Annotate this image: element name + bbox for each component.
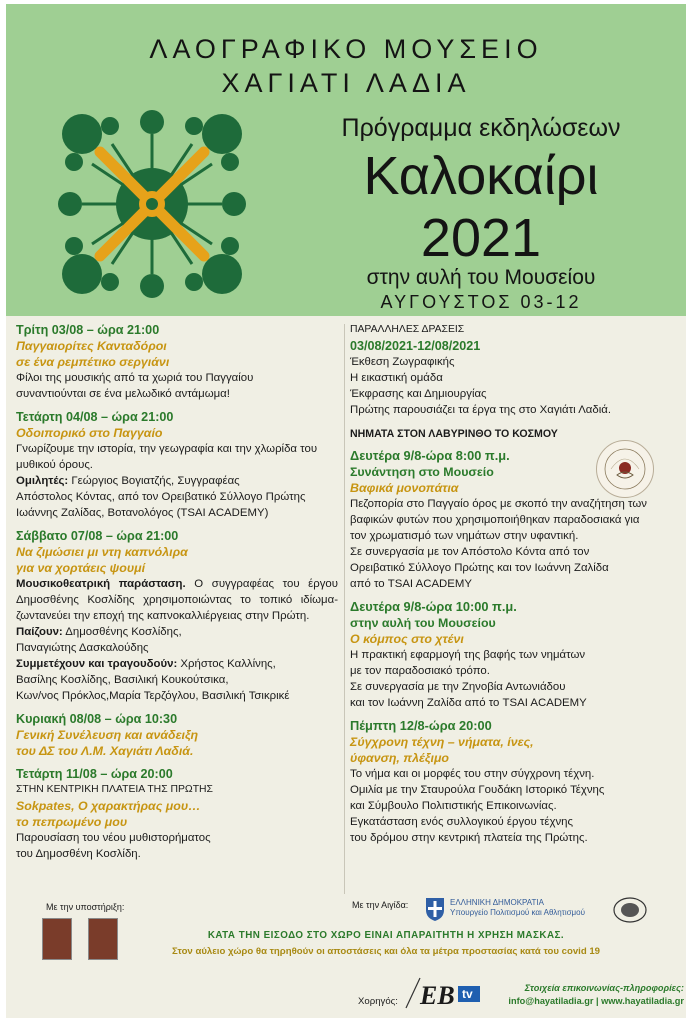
event-block — [16, 322, 338, 402]
event-description: Σε συνεργασία με τον Απόστολο Κόντα από τον — [350, 546, 590, 558]
left-column — [16, 322, 338, 869]
museum-name-line1: ΛΑΟΓΡΑΦΙΚΟ ΜΟΥΣΕΙΟ — [149, 34, 543, 64]
event-title: το πεπρωμένο μου — [16, 815, 128, 829]
right-column — [350, 322, 676, 853]
speaker-name: Ιωάννης Ζαλίδας, Βοτανολόγος (TSAI ACADEMY) — [16, 507, 269, 519]
event-description — [16, 576, 338, 624]
event-block — [350, 718, 676, 846]
singer-name: Χρήστος Καλλίνης, — [177, 658, 276, 670]
ministry-line1: ΕΛΛΗΝΙΚΗ ΔΗΜΟΚΡΑΤΙΑ — [450, 898, 544, 907]
event-description: Παρουσίαση του νέου μυθιστορήματος — [16, 832, 211, 844]
theatre-text: Ο συγγραφέας του έργου Δημοσθένης Κοσλίδης χρησιμοποιώντας το τοπικό ιδίωμα-ζωντανεύει την εποχή της καπνοκαλλιέργειας στην Πρώτη. — [16, 578, 338, 622]
season-title: Καλοκαίρι — [363, 146, 599, 206]
speakers-line — [16, 473, 338, 489]
contact-links[interactable]: info@hayatiladia.gr | www.hayatiladia.gr — [508, 996, 684, 1006]
year-title: 2021 — [420, 208, 542, 268]
event-description: του Δημοσθένη Κοσλίδη. — [16, 848, 141, 860]
eb-tv-sponsor-logo — [398, 972, 482, 1012]
venue-subtitle: στην αυλή του Μουσείου — [366, 266, 596, 289]
event-date: Τετάρτη 11/08 – ώρα 20:00 — [16, 767, 173, 781]
event-subtitle: στην αυλή του Μουσείου — [350, 616, 496, 630]
footer — [6, 896, 686, 1018]
event-title: ύφανση, πλέξιμο — [350, 751, 449, 765]
contact-info — [506, 982, 684, 1008]
event-date: Τετάρτη 04/08 – ώρα 21:00 — [16, 410, 174, 424]
cast-name: Δημοσθένης Κοσλίδης, — [62, 626, 182, 638]
aegis-label: Με την Αιγίδα: — [352, 900, 409, 910]
event-title: Παγγαιορίτες Κανταδόροι — [16, 339, 167, 353]
event-title: Βαφικά μονοπάτια — [350, 481, 459, 495]
event-block — [16, 409, 338, 521]
event-title: Να ζιμώσιει μι ντη καπνόλιρα — [16, 545, 188, 559]
event-date: Κυριακή 08/08 – ώρα 10:30 — [16, 712, 178, 726]
event-description: Η πρακτική εφαρμογή της βαφής των νημάτων — [350, 649, 586, 661]
ornament-logo — [52, 104, 252, 304]
event-date: Πέμπτη 12/8-ώρα 20:00 — [350, 718, 492, 733]
theatre-label: Μουσικοθεατρική παράσταση. — [16, 578, 186, 590]
parallel-text: Η εικαστική ομάδα — [350, 372, 443, 384]
eb-mark: EB — [420, 981, 455, 1010]
speaker-name: Απόστολος Κόντας, από τον Ορειβατικό Σύλλογο Πρώτης — [16, 491, 306, 503]
threads-badge-logo — [596, 440, 654, 498]
cast-name: Παναγιώτης Δασκαλούδης — [16, 642, 149, 654]
sponsor-label: Χορηγός: — [358, 996, 398, 1007]
event-title: Οδοιπορικό στο Παγγαίο — [16, 426, 163, 440]
event-block — [350, 599, 676, 711]
greek-coat-of-arms-icon — [424, 896, 446, 922]
singer-name: Βασίλης Κοσλίδης, Βασιλική Κουκούτσικα, — [16, 674, 229, 686]
singer-name: Κων/νος Πρόκλος,Μαρία Τερζόγλου, Βασιλική Τσικρικέ — [16, 690, 290, 702]
event-description: του δρόμου στην κεντρική πλατεία της Πρώτης. — [350, 832, 588, 844]
event-description: Πεζοπορία στο Παγγαίο όρος με σκοπό την αναζήτηση των — [350, 498, 647, 510]
event-location: ΣΤΗΝ ΚΕΝΤΡΙΚΗ ΠΛΑΤΕΙΑ ΤΗΣ ΠΡΩΤΗΣ — [16, 784, 213, 795]
mask-notice: ΚΑΤΑ ΤΗΝ ΕΙΣΟΔΟ ΣΤΟ ΧΩΡΟ ΕΙΝΑΙ ΑΠΑΡΑΙΤΗΤΗ Η ΧΡΗΣΗ ΜΑΣΚΑΣ. — [207, 930, 565, 941]
parallel-actions — [350, 322, 676, 418]
tv-mark: tv — [462, 987, 473, 1001]
parallel-dates: 03/08/2021-12/08/2021 — [350, 339, 481, 353]
ministry-emblem-icon — [612, 896, 648, 924]
museum-name-line2: ΧΑΓΙΑΤΙ ΛΑΔΙΑ — [221, 68, 471, 98]
parallel-heading: ΠΑΡΑΛΛΗΛΕΣ ΔΡΑΣΕΙΣ — [350, 324, 465, 335]
date-range: ΑΥΓΟΥΣΤΟΣ 03-12 — [380, 292, 582, 312]
event-description: Το νήμα και οι μορφές του στην σύγχρονη τέχνη. — [350, 768, 595, 780]
event-title: Ο κόμπος στο χτένι — [350, 632, 464, 646]
singers-line — [16, 656, 338, 672]
cast-line — [16, 624, 338, 640]
event-description: Ομιλία με την Σταυρούλα Γουδάκη Ιστορικό Τέχνης — [350, 784, 605, 796]
event-title: για να χορτάεις ψουμί — [16, 561, 146, 575]
speakers-label: Ομιλητές: — [16, 475, 69, 487]
event-subtitle: Συνάντηση στο Μουσείο — [350, 465, 494, 479]
event-description: Φίλοι της μουσικής από τα χωριά του Παγγαίου — [16, 372, 254, 384]
event-description: από το TSAI ACADEMY — [350, 578, 472, 590]
region-seal-logo — [88, 918, 118, 960]
cast-label: Παίζουν: — [16, 626, 63, 638]
event-description: Σε συνεργασία με την Ζηνοβία Αντωνιάδου — [350, 681, 566, 693]
support-label: Με την υποστήριξη: — [46, 902, 125, 912]
ministry-line2: Υπουργείο Πολιτισμού και Αθλητισμού — [450, 908, 585, 917]
event-title: Γενική Συνέλευση και ανάδειξη — [16, 728, 199, 742]
parallel-text: Έκφρασης και Δημιουργίας — [350, 388, 487, 400]
column-divider — [344, 324, 345, 894]
event-block — [16, 766, 338, 862]
event-description: συναντιούνται σε ένα μελωδικό αντάμωμα! — [16, 388, 230, 400]
event-description: με τον παραδοσιακό τρόπο. — [350, 665, 490, 677]
event-title: Sokpates, Ο χαρακτήρας μου… — [16, 799, 201, 813]
parallel-text: Έκθεση Ζωγραφικής — [350, 356, 455, 368]
ministry-text — [450, 898, 585, 918]
event-title: του ΔΣ του Λ.Μ. Χαγιάτι Λαδιά. — [16, 744, 194, 758]
covid-notice: Στον αύλειο χώρο θα τηρηθούν οι αποστάσεις και όλα τα μέτρα προστασίας κατά του covid 19 — [171, 946, 601, 957]
event-date: Δευτέρα 9/8-ώρα 8:00 π.μ. — [350, 448, 510, 463]
contact-title: Στοιχεία επικοινωνίας-πληροφορίες: — [524, 983, 684, 993]
event-date: Σάββατο 07/08 – ώρα 21:00 — [16, 529, 179, 543]
event-date: Δευτέρα 9/8-ώρα 10:00 π.μ. — [350, 599, 517, 614]
header — [6, 4, 686, 316]
event-description: Εγκατάσταση ενός συλλογικού έργου τέχνης — [350, 816, 573, 828]
singers-label: Συμμετέχουν και τραγουδούν: — [16, 658, 178, 670]
poster — [6, 4, 686, 1018]
speaker-name: Γεώργιος Βογιατζής, Συγγραφέας — [68, 475, 240, 487]
event-block — [16, 711, 338, 759]
parallel-text: Πρώτης παρουσιάζει τα έργα της στο Χαγιάτι Λαδιά. — [350, 404, 612, 416]
municipality-seal-logo — [42, 918, 72, 960]
event-description: μυθικού όρους. — [16, 459, 93, 471]
event-description: και Σύμβουλο Πολιτιστικής Επικοινωνίας. — [350, 800, 557, 812]
event-block — [16, 528, 338, 704]
program-heading: Πρόγραμμα εκδηλώσεων — [341, 114, 621, 142]
event-description: και τον Ιωάννη Ζαλίδα από το TSAI ACADEMY — [350, 697, 587, 709]
event-title: Σύγχρονη τέχνη – νήματα, ίνες, — [350, 735, 534, 749]
event-description: τον χρωματισμό των νημάτων στην υφαντική. — [350, 530, 579, 542]
threads-heading: ΝΗΜΑΤΑ ΣΤΟΝ ΛΑΒΥΡΙΝΘΟ ΤΟ ΚΟΣΜΟΥ — [350, 428, 558, 440]
event-title: σε ένα ρεμπέτικο σεργιάνι — [16, 355, 170, 369]
event-description: βαφικών φυτών που χρησιμοποιήθηκαν παραδοσιακά για — [350, 514, 640, 526]
event-description: Ορειβατικό Σύλλογο Πρώτης και τον Ιωάννη Ζαλίδα — [350, 562, 609, 574]
event-description: Γνωρίζουμε την ιστορία, την γεωγραφία και την χλωρίδα του — [16, 443, 318, 455]
event-date: Τρίτη 03/08 – ώρα 21:00 — [16, 323, 160, 337]
